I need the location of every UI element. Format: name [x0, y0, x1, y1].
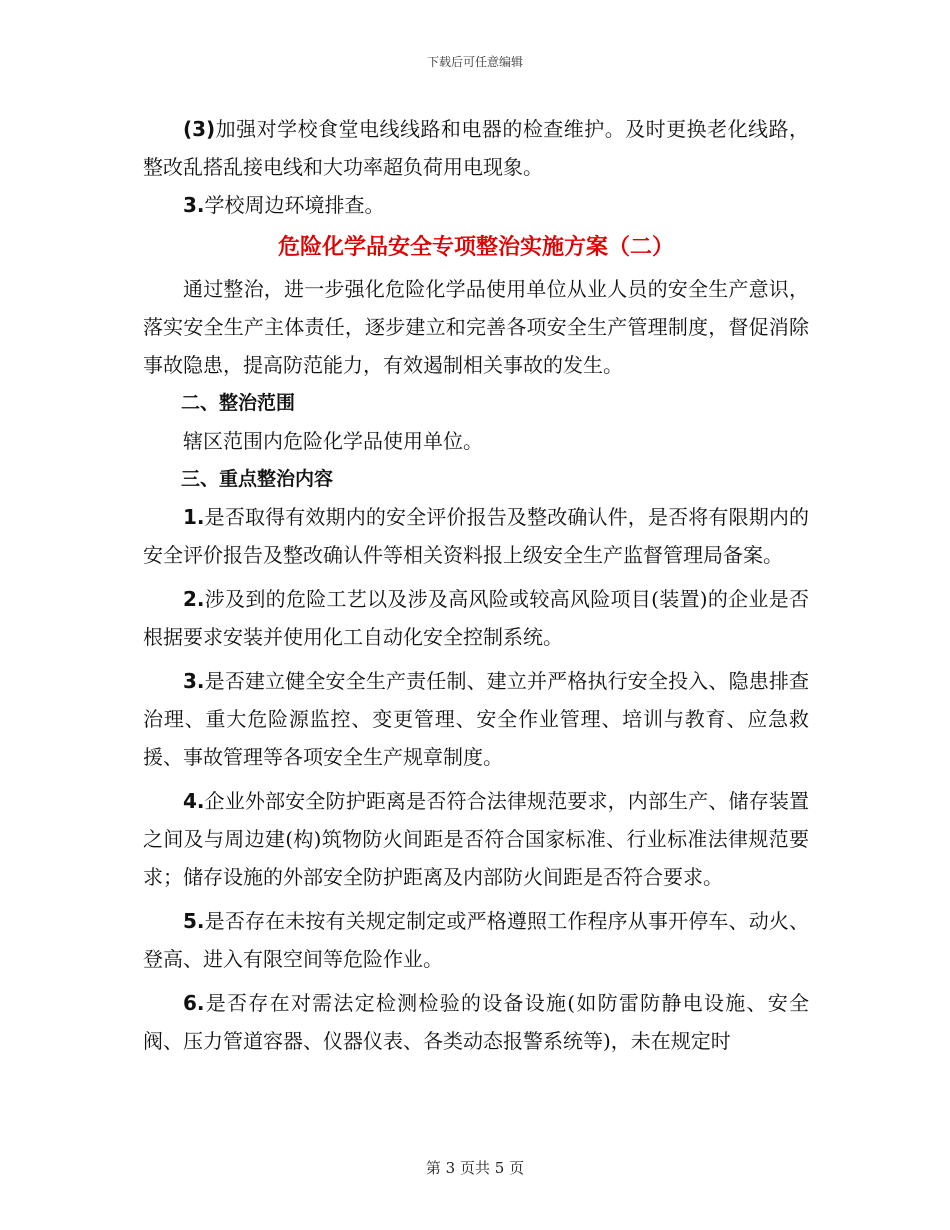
paragraph-text: 加强对学校食堂电线线路和电器的检查维护。及时更换老化线路，整改乱搭乱接电线和大功率超负荷用电现象。	[143, 117, 809, 179]
paragraph-text: 学校周边环境排查。	[204, 193, 385, 217]
item-text: 是否取得有效期内的安全评价报告及整改确认件，是否将有限期内的安全评价报告及整改确认件等相关资料报上级安全生产监督管理局备案。	[143, 505, 809, 567]
item-number: 1.	[183, 505, 205, 529]
list-item	[143, 902, 809, 978]
item-number: (3)	[183, 117, 216, 141]
list-item	[143, 782, 809, 896]
item-number: 4.	[183, 789, 205, 813]
paragraph-canteen-wiring	[143, 110, 809, 186]
item-number: 3.	[183, 193, 205, 217]
paragraph-school-surroundings	[143, 186, 809, 224]
item-number: 5.	[183, 909, 205, 933]
item-text: 是否建立健全安全生产责任制、建立并严格执行安全投入、隐患排查治理、重大危险源监控、变更管理、安全作业管理、培训与教育、应急救援、事故管理等各项安全生产规章制度。	[143, 669, 809, 769]
page-footer: 第 3 页共 5 页	[425, 1159, 525, 1177]
section-title: 危险化学品安全专项整治实施方案（二）	[277, 235, 674, 260]
section-intro: 通过整治，进一步强化危险化学品使用单位从业人员的安全生产意识，落实安全生产主体责任，逐步建立和完善各项安全生产管理制度，督促消除事故隐患，提高防范能力，有效遏制相关事故的发生。	[143, 277, 809, 377]
list-item	[143, 662, 809, 776]
heading-content: 三、重点整治内容	[181, 468, 334, 490]
item-number: 6.	[183, 991, 205, 1015]
item-text: 企业外部安全防护距离是否符合法律规范要求，内部生产、储存装置之间及与周边建(构)筑物防火间距是否符合国家标准、行业标准法律规范要求；储存设施的外部安全防护距离及内部防火间距是否符合要求。	[143, 789, 809, 889]
item-number: 2.	[183, 587, 205, 611]
page-header: 下载后可任意编辑	[426, 55, 523, 69]
list-item	[143, 984, 809, 1060]
item-text: 是否存在未按有关规定制定或严格遵照工作程序从事开停车、动火、登高、进入有限空间等危险作业。	[143, 909, 809, 971]
list-item	[143, 580, 809, 656]
list-item	[143, 498, 809, 574]
item-number: 3.	[183, 669, 205, 693]
item-text: 涉及到的危险工艺以及涉及高风险或较高风险项目(装置)的企业是否根据要求安装并使用化工自动化安全控制系统。	[143, 587, 809, 649]
scope-text: 辖区范围内危险化学品使用单位。	[183, 429, 483, 453]
heading-scope: 二、整治范围	[181, 392, 296, 414]
item-text: 是否存在对需法定检测检验的设备设施(如防雷防静电设施、安全阀、压力管道容器、仪器仪表、各类动态报警系统等)，未在规定时	[143, 991, 809, 1053]
document-body	[143, 110, 809, 1060]
